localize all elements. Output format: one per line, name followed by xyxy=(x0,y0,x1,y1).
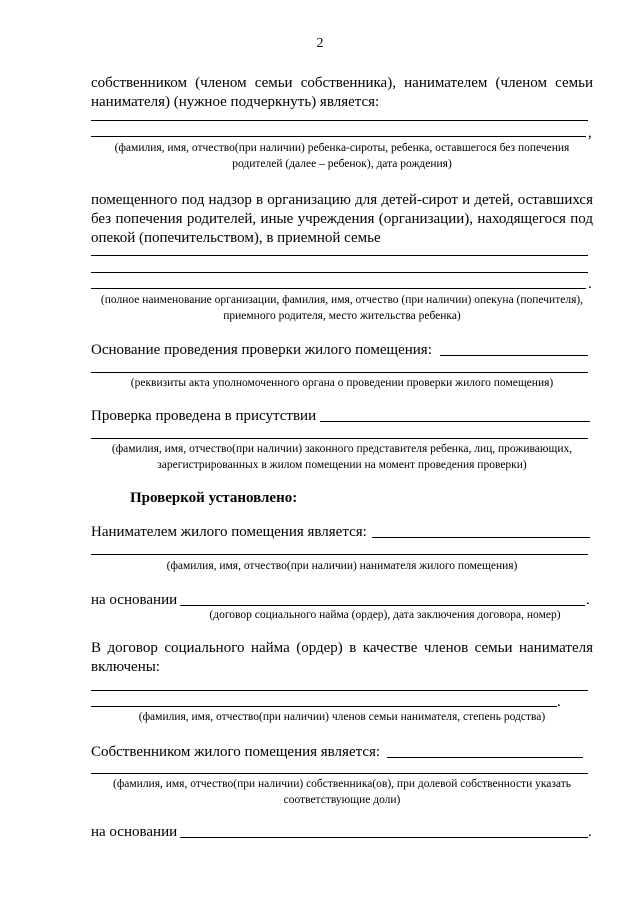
basis-check-field[interactable] xyxy=(440,355,588,356)
child-name-line-2[interactable] xyxy=(91,136,586,137)
tenant-caption: (фамилия, имя, отчество(при наличии) нанимателя жилого помещения) xyxy=(166,560,518,572)
period-mark: . xyxy=(588,276,592,292)
org-line-2[interactable] xyxy=(91,272,588,273)
presence-field[interactable] xyxy=(320,421,590,422)
contract-caption: (договор социального найма (ордер), дата заключения договора, номер) xyxy=(209,609,561,621)
owner-line[interactable] xyxy=(91,773,588,774)
owner-paragraph: собственником (членом семьи собственника), нанимателем (членом семьи нанимателя) (нужное подчеркнуть) является: xyxy=(91,75,593,110)
tenant-label: Нанимателем жилого помещения является: xyxy=(91,524,367,540)
act-line[interactable] xyxy=(91,372,588,373)
members-period-mark: . xyxy=(557,694,561,710)
final-period-mark: . xyxy=(588,824,592,840)
owner-caption: (фамилия, имя, отчество(при наличии) собственника(ов), при долевой собственности указать соответствующие доли) xyxy=(113,778,571,806)
owner-basis-field[interactable] xyxy=(180,837,588,838)
presence-caption: (фамилия, имя, отчество(при наличии) законного представителя ребенка, лиц, проживающих, зарегистрированных в жилом помещении на момент проведения проверки) xyxy=(111,443,573,471)
owner-field[interactable] xyxy=(387,757,583,758)
presence-line[interactable] xyxy=(91,438,588,439)
org-caption: (полное наименование организации, фамилия, имя, отчество (при наличии) опекуна (попечителя), приемного родителя, место жительства ребенка) xyxy=(100,294,584,322)
act-caption: (реквизиты акта уполномоченного органа о проведении проверки жилого помещения) xyxy=(130,377,554,389)
tenant-line[interactable] xyxy=(91,554,588,555)
child-caption: (фамилия, имя, отчество(при наличии) ребенка-сироты, ребенка, оставшегося без попечения родителей (далее – ребенок), дата рождения) xyxy=(114,142,570,170)
on-basis-label: на основании xyxy=(91,592,178,608)
basis-check-label: Основание проведения проверки жилого помещения: xyxy=(91,342,432,358)
contract-field[interactable] xyxy=(180,605,585,606)
members-paragraph: В договор социального найма (ордер) в качестве членов семьи нанимателя включены: xyxy=(91,640,593,675)
on-basis-label-2: на основании xyxy=(91,824,178,840)
contract-period-mark: . xyxy=(586,592,590,608)
org-line-1[interactable] xyxy=(91,255,588,256)
members-line-2[interactable] xyxy=(91,706,557,707)
child-name-line-1[interactable] xyxy=(91,120,588,121)
placement-paragraph: помещенного под надзор в организацию для детей-сирот и детей, оставшихся без попечения родителей, иные учреждения (организации), находящегося под опекой (попечительством), в приемной семье xyxy=(91,192,593,246)
presence-label: Проверка проведена в присутствии xyxy=(91,408,317,424)
members-line-1[interactable] xyxy=(91,690,588,691)
tenant-field[interactable] xyxy=(372,537,590,538)
page-number: 2 xyxy=(316,36,324,51)
comma-mark: , xyxy=(588,125,592,141)
org-line-3[interactable] xyxy=(91,288,586,289)
owner-label: Собственником жилого помещения является: xyxy=(91,744,381,760)
members-caption: (фамилия, имя, отчество(при наличии) членов семьи нанимателя, степень родства) xyxy=(138,711,546,723)
established-heading: Проверкой установлено: xyxy=(130,490,298,506)
